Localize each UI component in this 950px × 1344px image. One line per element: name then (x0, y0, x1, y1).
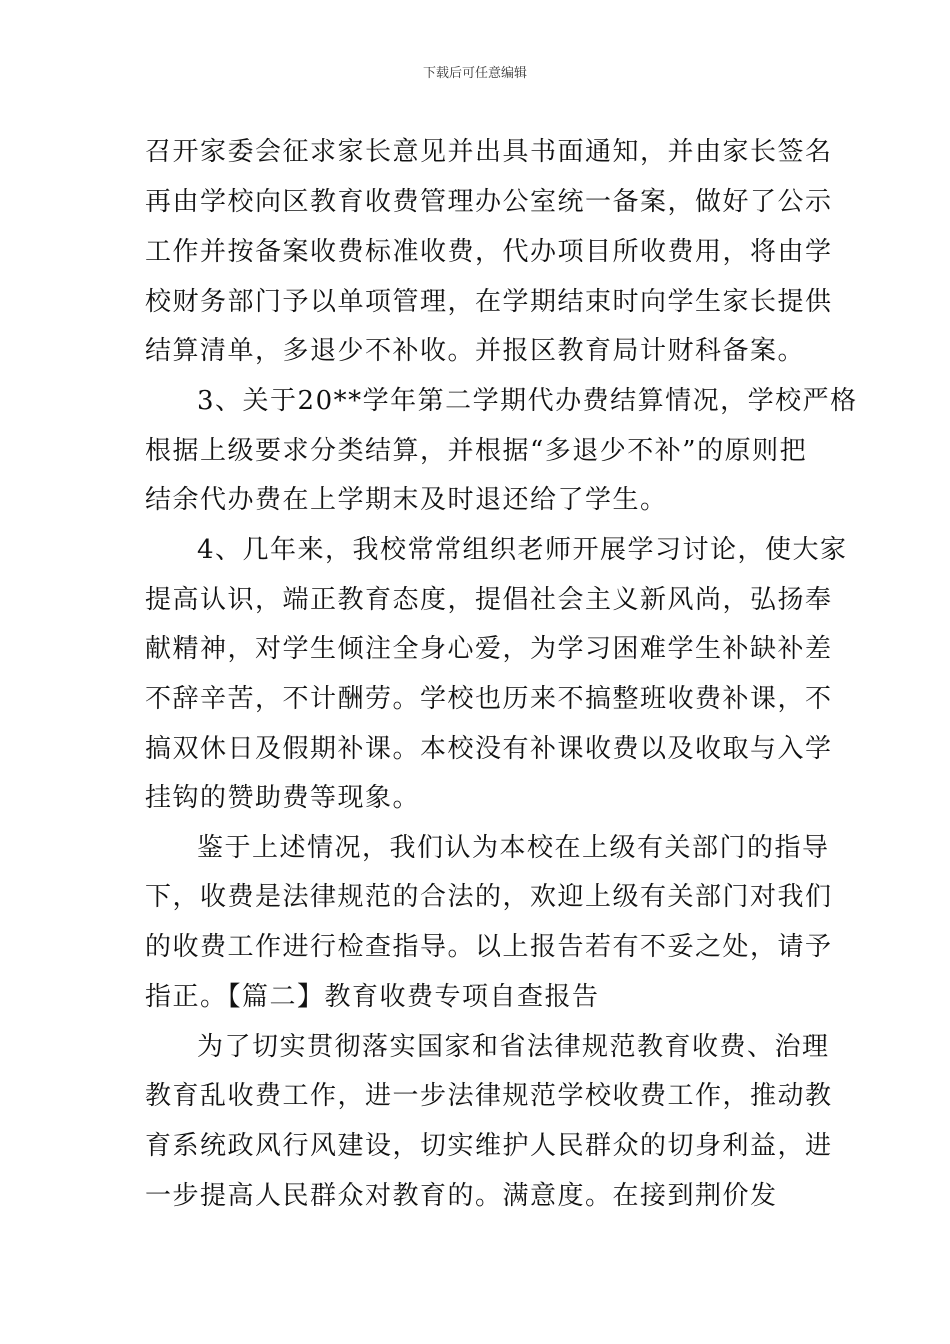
text-line: 结算清单，多退少不补收。并报区教育局计财科备案。 (145, 336, 806, 366)
text-line: 结余代办费在上学期末及时退还给了学生。 (145, 485, 668, 515)
text-line: 的收费工作进行检查指导。以上报告若有不妥之处，请予 (145, 932, 833, 962)
text-line: 4、几年来，我校常常组织老师开展学习讨论，使大家 (197, 535, 848, 565)
text-line: 下，收费是法律规范的合法的，欢迎上级有关部门对我们 (145, 882, 833, 912)
text-line: 搞双休日及假期补课。本校没有补课收费以及收取与入学 (145, 734, 833, 764)
text-line: 工作并按备案收费标准收费，代办项目所收费用，将由学 (145, 237, 833, 267)
text-line: 不辞辛苦，不计酬劳。学校也历来不搞整班收费补课，不 (145, 684, 833, 714)
text-line: 指正。【篇二】教育收费专项自查报告 (145, 982, 600, 1012)
text-line: 献精神，对学生倾注全身心爱，为学习困难学生补缺补差 (145, 634, 833, 664)
text-line: 3、关于20**学年第二学期代办费结算情况，学校严格 (197, 386, 858, 416)
text-line: 挂钩的赞助费等现象。 (145, 783, 421, 813)
text-line: 教育乱收费工作，进一步法律规范学校收费工作，推动教 (145, 1081, 833, 1111)
text-line: 根据上级要求分类结算，并根据“多退少不补”的原则把 (145, 436, 808, 466)
text-line: 育系统政风行风建设，切实维护人民群众的切身利益，进 (145, 1131, 833, 1161)
text-line: 鉴于上述情况，我们认为本校在上级有关部门的指导 (197, 833, 830, 863)
page-header: 下载后可任意编辑 (422, 66, 527, 81)
text-line: 召开家委会征求家长意见并出具书面通知，并由家长签名 (145, 137, 833, 167)
text-line: 为了切实贯彻落实国家和省法律规范教育收费、治理 (197, 1032, 830, 1062)
text-line: 再由学校向区教育收费管理办公室统一备案，做好了公示 (145, 187, 833, 217)
text-line: 校财务部门予以单项管理，在学期结束时向学生家长提供 (145, 287, 833, 317)
text-line: 一步提高人民群众对教育的。满意度。在接到荆价发 (145, 1181, 778, 1211)
text-line: 提高认识，端正教育态度，提倡社会主义新风尚，弘扬奉 (145, 585, 833, 615)
